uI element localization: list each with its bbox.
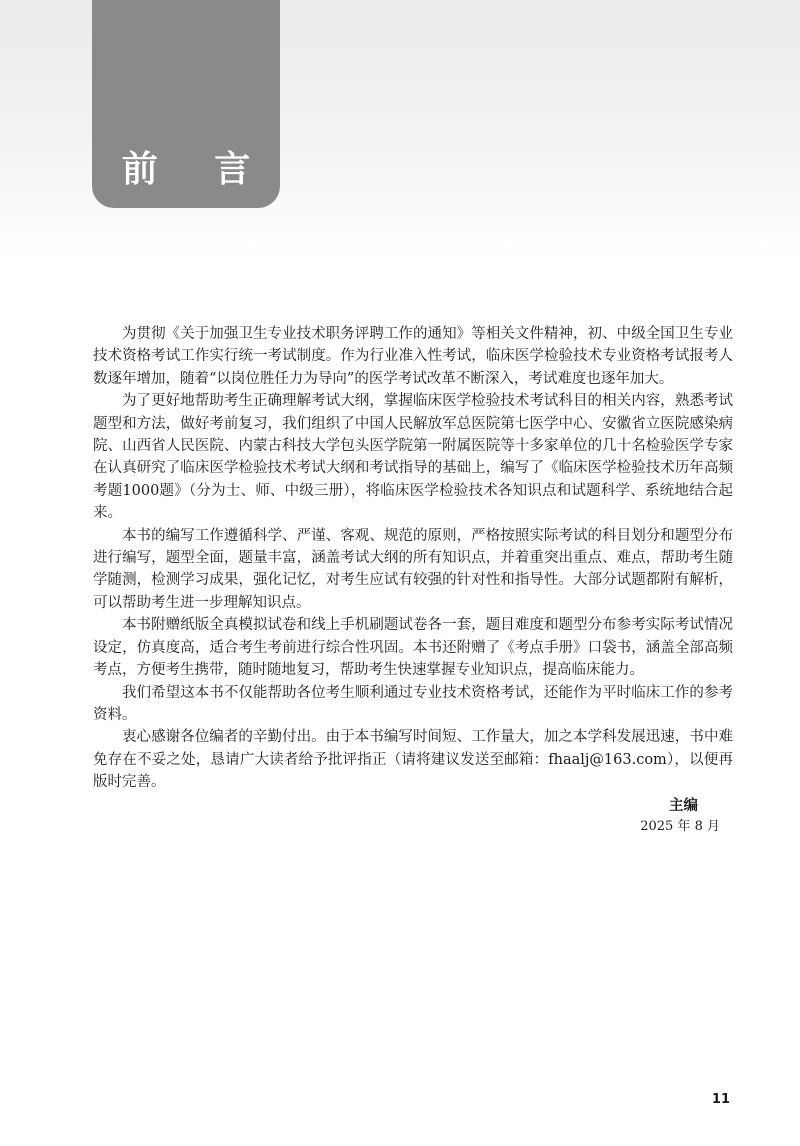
paragraph: 本书附赠纸版全真模拟试卷和线上手机刷题试卷各一套，题目难度和题型分布参考实际考试情况设定，仿真度高，适合考生考前进行综合性巩固。本书还附赠了《考点手册》口袋书，涵盖全部高频考点，方便考生携带，随时随地复习，帮助考生快速掌握专业知识点，提高临床能力。 <box>93 617 733 679</box>
title-tab <box>92 0 280 208</box>
paragraph: 为贯彻《关于加强卫生专业技术职务评聘工作的通知》等相关文件精神，初、中级全国卫生专业技术资格考试工作实行统一考试制度。作为行业准入性考试，临床医学检验技术专业资格考试报考人数逐年增加，随着“以岗位胜任力为导向”的医学考试改革不断深入，考试难度也逐年加大。 <box>93 326 733 387</box>
paragraph: 衷心感谢各位编者的辛勤付出。由于本书编写时间短、工作量大，加之本学科发展迅速，书中难免存在不妥之处，恳请广大读者给予批评指正（请将建议发送至邮箱：fhaalj@163.com），以便再版时完善。 <box>93 729 733 791</box>
paragraph: 我们希望这本书不仅能帮助各位考生顺利通过专业技术资格考试，还能作为平时临床工作的参考资料。 <box>93 684 733 723</box>
preface-body <box>93 323 733 794</box>
page-title: 前 言 <box>121 149 273 190</box>
signature-block <box>560 795 730 837</box>
signature-date: 2025 年 8 月 <box>640 819 720 834</box>
paragraph: 为了更好地帮助考生正确理解考试大纲，掌握临床医学检验技术考试科目的相关内容，熟悉考试题型和方法，做好考前复习，我们组织了中国人民解放军总医院第七医学中心、安徽省立医院感染病院、山西省人民医院、内蒙古科技大学包头医学院第一附属医院等十多家单位的几十名检验医学专家在认真研究了临床医学检验技术考试大纲和考试指导的基础上，编写了《临床医学检验技术历年高频考题1000题》（分为士、师、中级三册），将临床医学检验技术各知识点和试题科学、系统地结合起来。 <box>93 393 733 522</box>
paragraph: 本书的编写工作遵循科学、严谨、客观、规范的原则，严格按照实际考试的科目划分和题型分布进行编写，题型全面，题量丰富，涵盖考试大纲的所有知识点，并着重突出重点、难点，帮助考生随学随测，检测学习成果，强化记忆，对考生应试有较强的针对性和指导性。大部分试题都附有解析，可以帮助考生进一步理解知识点。 <box>93 527 733 611</box>
signature-name: 主编 <box>669 798 698 814</box>
page-number: 11 <box>711 1092 730 1107</box>
